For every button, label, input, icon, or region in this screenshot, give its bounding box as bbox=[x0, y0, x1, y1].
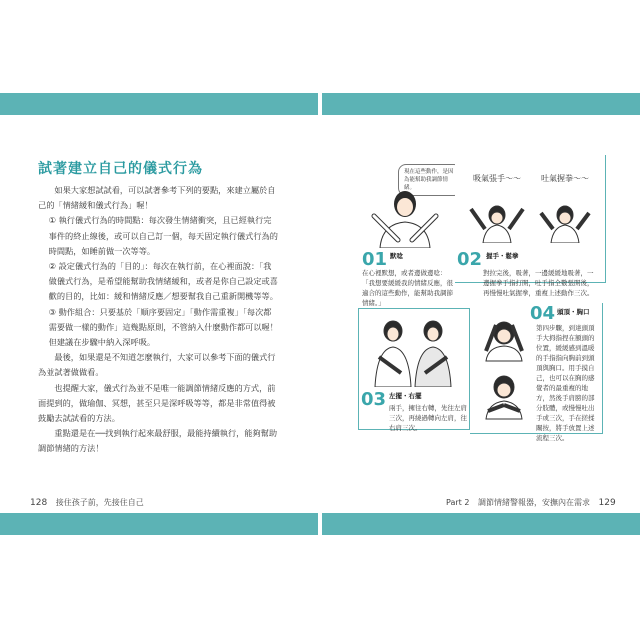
step3-caption: 兩手，擁往右轉，先往左肩三次，再繞過轉向左肩，往右肩三次。 bbox=[389, 404, 467, 432]
paragraph: 重點還是在──找到執行起來最舒服，最能持續執行，能夠幫助調節情緒的方法！ bbox=[38, 428, 278, 454]
step1-panel bbox=[358, 158, 454, 284]
step4-caption: 第四步驟，到達頭頂手大拇指捏在額頭的位置，緩緩感到溫暖的手指指向胸前到頭頂與胸口。用手摸自己，也可以在胸的感覺者的最重複的地方，然後手肩膀的部分肢體，或慢慢吐出手或三次，手在搓揉關按，將手放置上述流程三次。 bbox=[536, 324, 595, 442]
part-label: Part 2 bbox=[446, 498, 470, 507]
page-number: 128 bbox=[30, 498, 48, 508]
list-item: ① 執行儀式行為的時間點：每次發生情緒衝突，且已經執行完事件的終止線後，或可以自己訂一個，每天固定執行儀式行為的時間點，如睡前做一次等等。 bbox=[48, 215, 278, 256]
step-number: 04 bbox=[530, 303, 556, 324]
speech-bubble: 現在這些動作，是因為能幫助我調節情緒。 bbox=[398, 164, 462, 196]
hands-on-head-and-chest-illustration bbox=[474, 311, 534, 427]
page-number: 129 bbox=[598, 498, 616, 508]
step1-caption: 在心裡默想，或者邊做邊唸：「我想要緩緩我的情緒反應，很適合的這些動作，能幫助我調節情緒。」 bbox=[362, 269, 453, 307]
step4-panel bbox=[470, 303, 603, 442]
step-number: 02 bbox=[457, 249, 483, 270]
step-number: 01 bbox=[362, 249, 388, 270]
list-item: ③ 動作組合：只要基於「順序要固定」「動作需重複」「每次都需要做一樣的動作」這幾點原則，不管納入什麼動作都可以喔！但建議在步驟中納入深呼吸。 bbox=[48, 306, 278, 348]
step-label: 握手・鬆拳 bbox=[486, 252, 519, 260]
paragraph: 如果大家想試試看，可以試著參考下列的要點，來建立屬於自己的「情緒緩和儀式行為」喔！ bbox=[38, 185, 276, 211]
two-people-hug-illustration bbox=[363, 317, 463, 387]
page-title: 試著建立自己的儀式行為 bbox=[38, 161, 203, 177]
step-label: 頭頂・胸口 bbox=[557, 308, 590, 316]
step2-caption: 對拉完後，吸著，一邊緩緩地吸著，一邊握拳手指打開，吐手指全數張開後，再慢慢吐氣握拳，重複上述動作三次。 bbox=[483, 269, 594, 297]
step-label: 默唸 bbox=[390, 252, 403, 260]
person-crossed-arms-illustration bbox=[360, 186, 450, 248]
step2-panel bbox=[455, 155, 606, 283]
header-band-right bbox=[322, 93, 640, 115]
step3-panel bbox=[358, 308, 470, 430]
body-text bbox=[38, 183, 278, 457]
footer-right bbox=[446, 497, 622, 508]
footer-band-left bbox=[0, 513, 318, 535]
footer-title: 接住孩子前，先接住自己 bbox=[55, 498, 144, 507]
step-number: 03 bbox=[361, 389, 387, 410]
footer-band-right bbox=[322, 513, 640, 535]
step-label: 左擺・右擺 bbox=[389, 392, 422, 400]
hand-open-text: 吸氣張手～～ bbox=[473, 174, 521, 183]
list-item: ② 設定儀式行為的「目的」：每次在執行前，在心裡面說：「我做儀式行為，是希望能幫助我情緒緩和，或者是你自己設定或喜歡的目的，比如：緩和情緒反應／想要幫我自己重新開機等等。 bbox=[48, 261, 278, 302]
header-band-left bbox=[0, 93, 318, 115]
footer-left bbox=[30, 497, 144, 508]
hands-stretch-illustration bbox=[461, 191, 601, 243]
paragraph: 最後，如果還是不知道怎麼執行，大家可以參考下面的儀式行為並試著做做看。 bbox=[38, 352, 276, 378]
paragraph: 也提醒大家，儀式行為並不是唯一能調節情緒反應的方式，前面提到的，做瑜伽、冥想，甚至只是深呼吸等等，都是非常值得被鼓勵去試試看的方法。 bbox=[38, 382, 276, 424]
footer-title: 調節情緒警報器，安撫內在需求 bbox=[477, 498, 590, 507]
hand-fist-text: 吐氣握拳～～ bbox=[541, 174, 589, 183]
